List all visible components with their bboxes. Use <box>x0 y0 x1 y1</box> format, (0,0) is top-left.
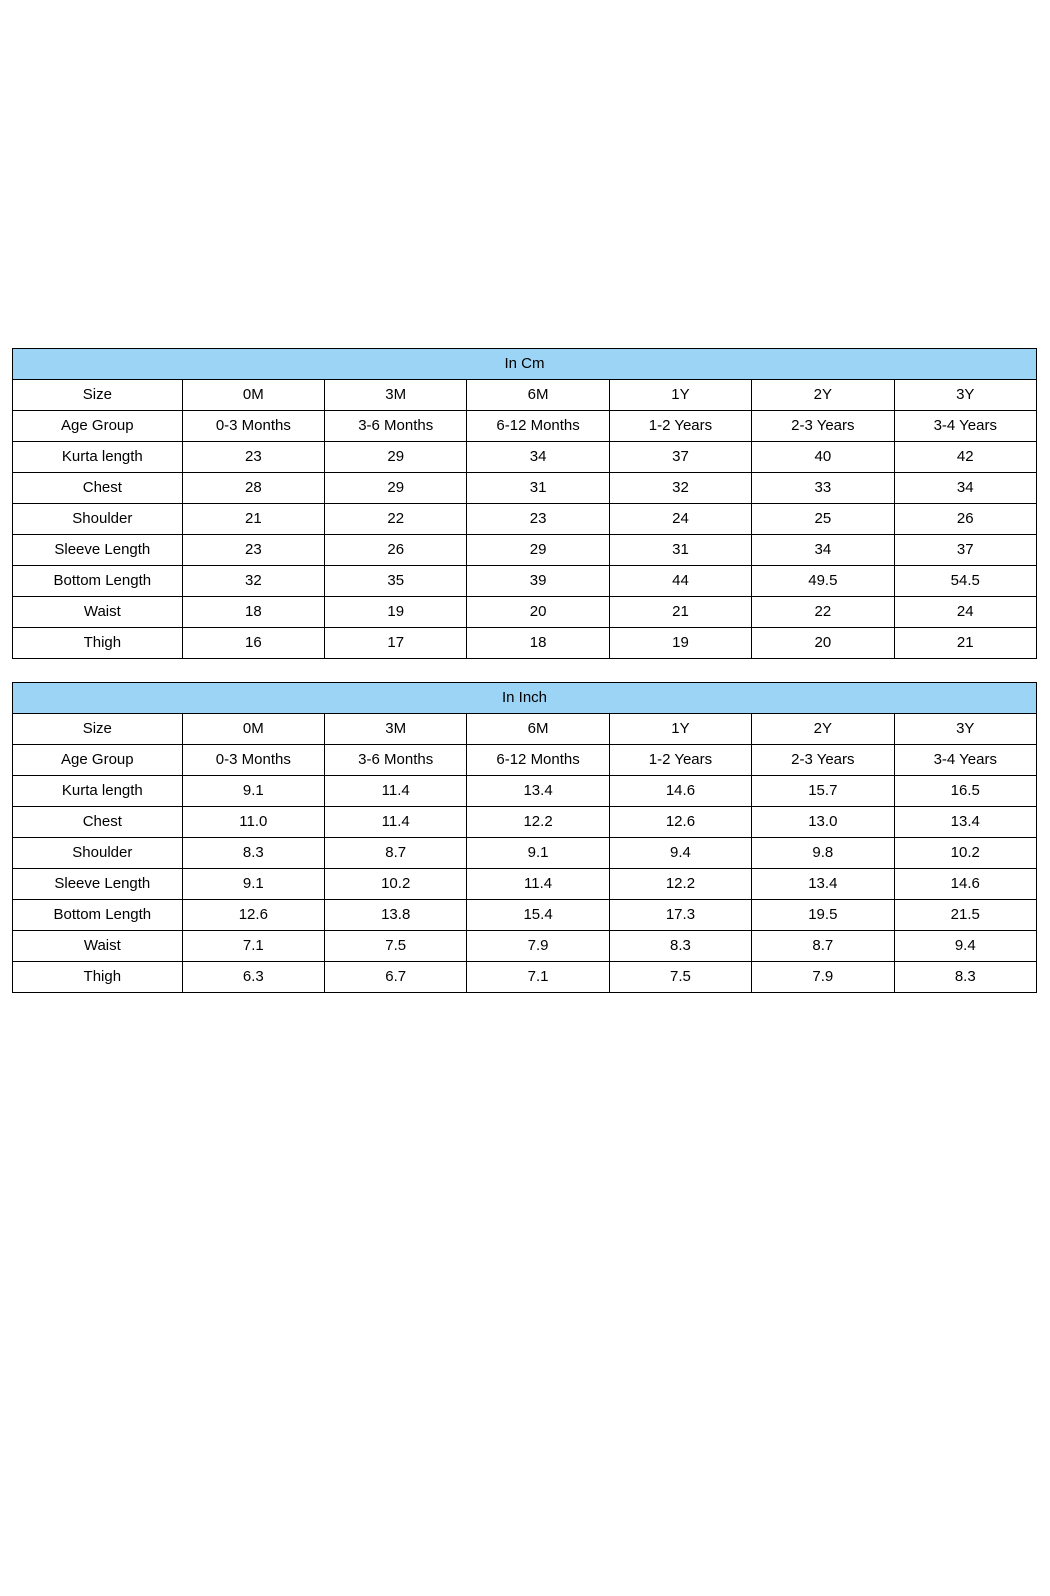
measurement-cell: 22 <box>752 597 894 628</box>
size-table-cm <box>12 348 1037 659</box>
measurement-cell: 14.6 <box>609 776 751 807</box>
measurement-cell: 7.9 <box>752 962 894 993</box>
measurement-cell: 8.3 <box>182 838 324 869</box>
measurement-cell: 22 <box>325 504 467 535</box>
measurement-cell: 11.4 <box>325 807 467 838</box>
measurement-cell: 16 <box>182 628 324 659</box>
measurement-cell: 9.1 <box>182 869 324 900</box>
measurement-cell: 8.3 <box>609 931 751 962</box>
table-row <box>13 869 1037 900</box>
header-label: Size <box>13 380 183 411</box>
measurement-cell: 28 <box>182 473 324 504</box>
table-title-row <box>13 349 1037 380</box>
measurement-cell: 23 <box>182 442 324 473</box>
measurement-cell: 20 <box>467 597 609 628</box>
table-row <box>13 776 1037 807</box>
row-label: Waist <box>13 597 183 628</box>
measurement-cell: 10.2 <box>894 838 1036 869</box>
size-table-inch-container <box>12 682 1037 993</box>
header-label: Size <box>13 714 183 745</box>
header-cell: 2Y <box>752 714 894 745</box>
measurement-cell: 8.7 <box>752 931 894 962</box>
measurement-cell: 6.3 <box>182 962 324 993</box>
measurement-cell: 6.7 <box>325 962 467 993</box>
table-row <box>13 597 1037 628</box>
measurement-cell: 13.4 <box>752 869 894 900</box>
size-table-cm-container <box>12 348 1037 659</box>
header-cell: 6-12 Months <box>467 745 609 776</box>
measurement-cell: 7.1 <box>467 962 609 993</box>
header-cell: 0-3 Months <box>182 411 324 442</box>
header-cell: 3-4 Years <box>894 745 1036 776</box>
measurement-cell: 24 <box>609 504 751 535</box>
measurement-cell: 20 <box>752 628 894 659</box>
measurement-cell: 16.5 <box>894 776 1036 807</box>
header-cell: 0M <box>182 380 324 411</box>
measurement-cell: 17 <box>325 628 467 659</box>
measurement-cell: 31 <box>467 473 609 504</box>
measurement-cell: 49.5 <box>752 566 894 597</box>
header-cell: 3Y <box>894 714 1036 745</box>
table-row <box>13 504 1037 535</box>
row-label: Waist <box>13 931 183 962</box>
measurement-cell: 7.5 <box>325 931 467 962</box>
size-table-inch <box>12 682 1037 993</box>
measurement-cell: 40 <box>752 442 894 473</box>
header-cell: 3-6 Months <box>325 745 467 776</box>
measurement-cell: 12.6 <box>182 900 324 931</box>
measurement-cell: 11.0 <box>182 807 324 838</box>
measurement-cell: 29 <box>467 535 609 566</box>
measurement-cell: 7.1 <box>182 931 324 962</box>
row-label: Kurta length <box>13 776 183 807</box>
header-label: Age Group <box>13 745 183 776</box>
table-row <box>13 931 1037 962</box>
measurement-cell: 31 <box>609 535 751 566</box>
table-row <box>13 628 1037 659</box>
measurement-cell: 9.1 <box>182 776 324 807</box>
measurement-cell: 10.2 <box>325 869 467 900</box>
row-label: Kurta length <box>13 442 183 473</box>
measurement-cell: 21 <box>894 628 1036 659</box>
measurement-cell: 39 <box>467 566 609 597</box>
measurement-cell: 42 <box>894 442 1036 473</box>
row-label: Sleeve Length <box>13 869 183 900</box>
measurement-cell: 29 <box>325 473 467 504</box>
measurement-cell: 25 <box>752 504 894 535</box>
measurement-cell: 11.4 <box>325 776 467 807</box>
header-cell: 3M <box>325 380 467 411</box>
header-cell: 1-2 Years <box>609 411 751 442</box>
measurement-cell: 34 <box>467 442 609 473</box>
header-cell: 0-3 Months <box>182 745 324 776</box>
table-title: In Cm <box>13 349 1037 380</box>
row-label: Chest <box>13 473 183 504</box>
measurement-cell: 44 <box>609 566 751 597</box>
table-row <box>13 900 1037 931</box>
table-row <box>13 838 1037 869</box>
measurement-cell: 12.6 <box>609 807 751 838</box>
table-header-row <box>13 411 1037 442</box>
measurement-cell: 13.0 <box>752 807 894 838</box>
table-row <box>13 807 1037 838</box>
measurement-cell: 9.1 <box>467 838 609 869</box>
header-cell: 1-2 Years <box>609 745 751 776</box>
measurement-cell: 17.3 <box>609 900 751 931</box>
measurement-cell: 34 <box>752 535 894 566</box>
row-label: Thigh <box>13 962 183 993</box>
header-cell: 0M <box>182 714 324 745</box>
table-row <box>13 566 1037 597</box>
header-label: Age Group <box>13 411 183 442</box>
row-label: Thigh <box>13 628 183 659</box>
measurement-cell: 23 <box>467 504 609 535</box>
measurement-cell: 9.8 <box>752 838 894 869</box>
measurement-cell: 19 <box>609 628 751 659</box>
header-cell: 1Y <box>609 714 751 745</box>
header-cell: 3-6 Months <box>325 411 467 442</box>
measurement-cell: 33 <box>752 473 894 504</box>
measurement-cell: 54.5 <box>894 566 1036 597</box>
measurement-cell: 15.7 <box>752 776 894 807</box>
measurement-cell: 19 <box>325 597 467 628</box>
row-label: Chest <box>13 807 183 838</box>
measurement-cell: 15.4 <box>467 900 609 931</box>
measurement-cell: 7.5 <box>609 962 751 993</box>
measurement-cell: 37 <box>894 535 1036 566</box>
table-header-row <box>13 714 1037 745</box>
table-header-row <box>13 745 1037 776</box>
measurement-cell: 11.4 <box>467 869 609 900</box>
measurement-cell: 23 <box>182 535 324 566</box>
measurement-cell: 37 <box>609 442 751 473</box>
header-cell: 1Y <box>609 380 751 411</box>
header-cell: 3-4 Years <box>894 411 1036 442</box>
measurement-cell: 24 <box>894 597 1036 628</box>
measurement-cell: 8.3 <box>894 962 1036 993</box>
row-label: Sleeve Length <box>13 535 183 566</box>
measurement-cell: 8.7 <box>325 838 467 869</box>
measurement-cell: 9.4 <box>609 838 751 869</box>
measurement-cell: 7.9 <box>467 931 609 962</box>
table-title: In Inch <box>13 683 1037 714</box>
header-cell: 6M <box>467 380 609 411</box>
measurement-cell: 32 <box>609 473 751 504</box>
table-row <box>13 473 1037 504</box>
header-cell: 2-3 Years <box>752 745 894 776</box>
measurement-cell: 21 <box>609 597 751 628</box>
table-row <box>13 442 1037 473</box>
header-cell: 2Y <box>752 380 894 411</box>
measurement-cell: 21 <box>182 504 324 535</box>
measurement-cell: 13.4 <box>894 807 1036 838</box>
measurement-cell: 12.2 <box>467 807 609 838</box>
header-cell: 3Y <box>894 380 1036 411</box>
measurement-cell: 12.2 <box>609 869 751 900</box>
measurement-cell: 9.4 <box>894 931 1036 962</box>
header-cell: 2-3 Years <box>752 411 894 442</box>
row-label: Bottom Length <box>13 900 183 931</box>
table-header-row <box>13 380 1037 411</box>
measurement-cell: 18 <box>182 597 324 628</box>
measurement-cell: 34 <box>894 473 1036 504</box>
measurement-cell: 35 <box>325 566 467 597</box>
row-label: Bottom Length <box>13 566 183 597</box>
measurement-cell: 13.4 <box>467 776 609 807</box>
measurement-cell: 14.6 <box>894 869 1036 900</box>
measurement-cell: 29 <box>325 442 467 473</box>
measurement-cell: 18 <box>467 628 609 659</box>
header-cell: 6-12 Months <box>467 411 609 442</box>
measurement-cell: 26 <box>325 535 467 566</box>
table-row <box>13 962 1037 993</box>
measurement-cell: 19.5 <box>752 900 894 931</box>
measurement-cell: 26 <box>894 504 1036 535</box>
row-label: Shoulder <box>13 504 183 535</box>
table-title-row <box>13 683 1037 714</box>
row-label: Shoulder <box>13 838 183 869</box>
header-cell: 3M <box>325 714 467 745</box>
measurement-cell: 21.5 <box>894 900 1036 931</box>
header-cell: 6M <box>467 714 609 745</box>
measurement-cell: 13.8 <box>325 900 467 931</box>
measurement-cell: 32 <box>182 566 324 597</box>
table-row <box>13 535 1037 566</box>
